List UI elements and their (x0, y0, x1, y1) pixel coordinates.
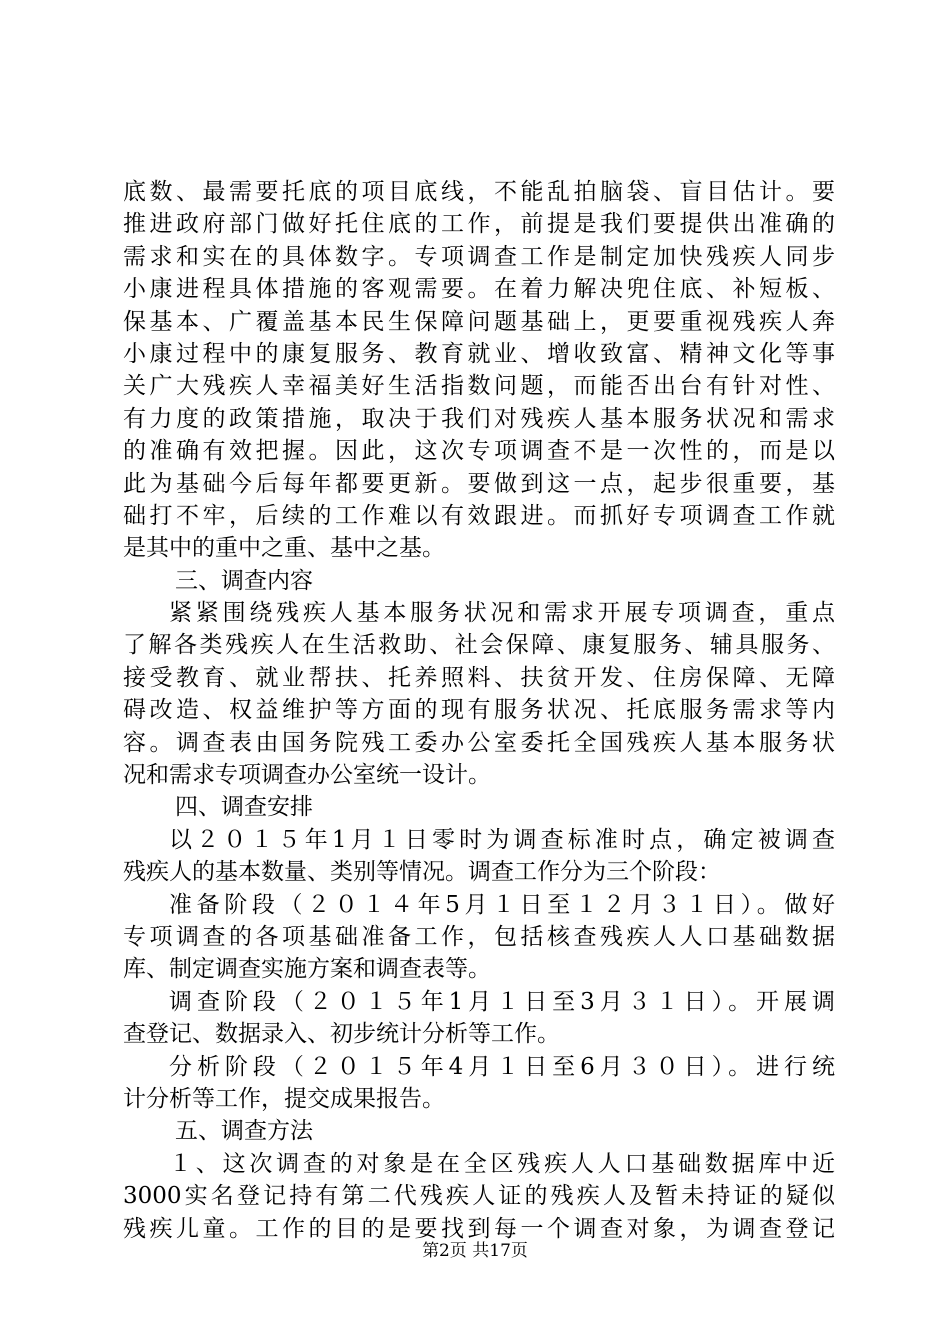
text-line: 紧紧围绕残疾人基本服务状况和需求开展专项调查，重点 (169, 600, 835, 627)
text-line: 计分析等工作，提交成果报告。 (123, 1085, 445, 1112)
text-line: １、这次调查的对象是在全区残疾人人口基础数据库中近 (169, 1150, 835, 1177)
text-line: 碍改造、权益维护等方面的现有服务状况、托底服务需求等内 (123, 697, 835, 724)
text-line: 查登记、数据录入、初步统计分析等工作。 (123, 1021, 560, 1048)
document-body (123, 176, 835, 1245)
text-line: 的准确有效把握。因此，这次专项调查不是一次性的，而是以 (123, 438, 835, 465)
text-line: 小康过程中的康复服务、教育就业、增收致富、精神文化等事 (123, 340, 835, 367)
text-line: 残疾儿童。工作的目的是要找到每一个调查对象，为调查登记 (123, 1215, 835, 1242)
text-line: 残疾人的基本数量、类别等情况。调查工作分为三个阶段： (123, 859, 721, 886)
section-heading: 五、调查方法 (175, 1118, 313, 1145)
text-line: 是其中的重中之重、基中之基。 (123, 535, 445, 562)
text-line: 需求和实在的具体数字。专项调查工作是制定加快残疾人同步 (123, 243, 835, 270)
section-heading: 四、调查安排 (175, 794, 313, 821)
text-line: 关广大残疾人幸福美好生活指数问题，而能否出台有针对性、 (123, 373, 835, 400)
text-line: 了解各类残疾人在生活救助、社会保障、康复服务、辅具服务、 (123, 632, 835, 659)
text-line: 调查阶段（２０１５年1月１日至3月３１日）。开展调 (169, 988, 835, 1015)
page-number-footer: 第2页 共17页 (422, 1241, 528, 1261)
text-line: 分析阶段（２０１５年4月１日至6月３０日）。进行统 (169, 1053, 835, 1080)
text-line: 专项调查的各项基础准备工作，包括核查残疾人人口基础数据 (123, 923, 835, 950)
text-line: 容。调查表由国务院残工委办公室委托全国残疾人基本服务状 (123, 729, 835, 756)
text-line: 保基本、广覆盖基本民生保障问题基础上，更要重视残疾人奔 (123, 308, 835, 335)
text-line: 小康进程具体措施的客观需要。在着力解决兜住底、补短板、 (123, 276, 835, 303)
text-line: 3000实名登记持有第二代残疾人证的残疾人及暂未持证的疑似 (123, 1183, 835, 1210)
text-line: 准备阶段（２０１４年5月１日至１２月３１日）。做好 (169, 891, 835, 918)
section-heading: 三、调查内容 (175, 567, 313, 594)
text-line: 此为基础今后每年都要更新。要做到这一点，起步很重要，基 (123, 470, 835, 497)
text-line: 接受教育、就业帮扶、托养照料、扶贫开发、住房保障、无障 (123, 664, 835, 691)
text-line: 库、制定调查实施方案和调查表等。 (123, 956, 491, 983)
text-line: 底数、最需要托底的项目底线，不能乱拍脑袋、盲目估计。要 (123, 179, 835, 205)
text-line: 况和需求专项调查办公室统一设计。 (123, 762, 491, 789)
text-line: 础打不牢，后续的工作难以有效跟进。而抓好专项调查工作就 (123, 502, 835, 529)
text-line: 有力度的政策措施，取决于我们对残疾人基本服务状况和需求 (123, 405, 835, 432)
text-line: 以２０１５年1月１日零时为调查标准时点，确定被调查 (169, 826, 835, 853)
text-line: 推进政府部门做好托住底的工作，前提是我们要提供出准确的 (123, 211, 835, 238)
